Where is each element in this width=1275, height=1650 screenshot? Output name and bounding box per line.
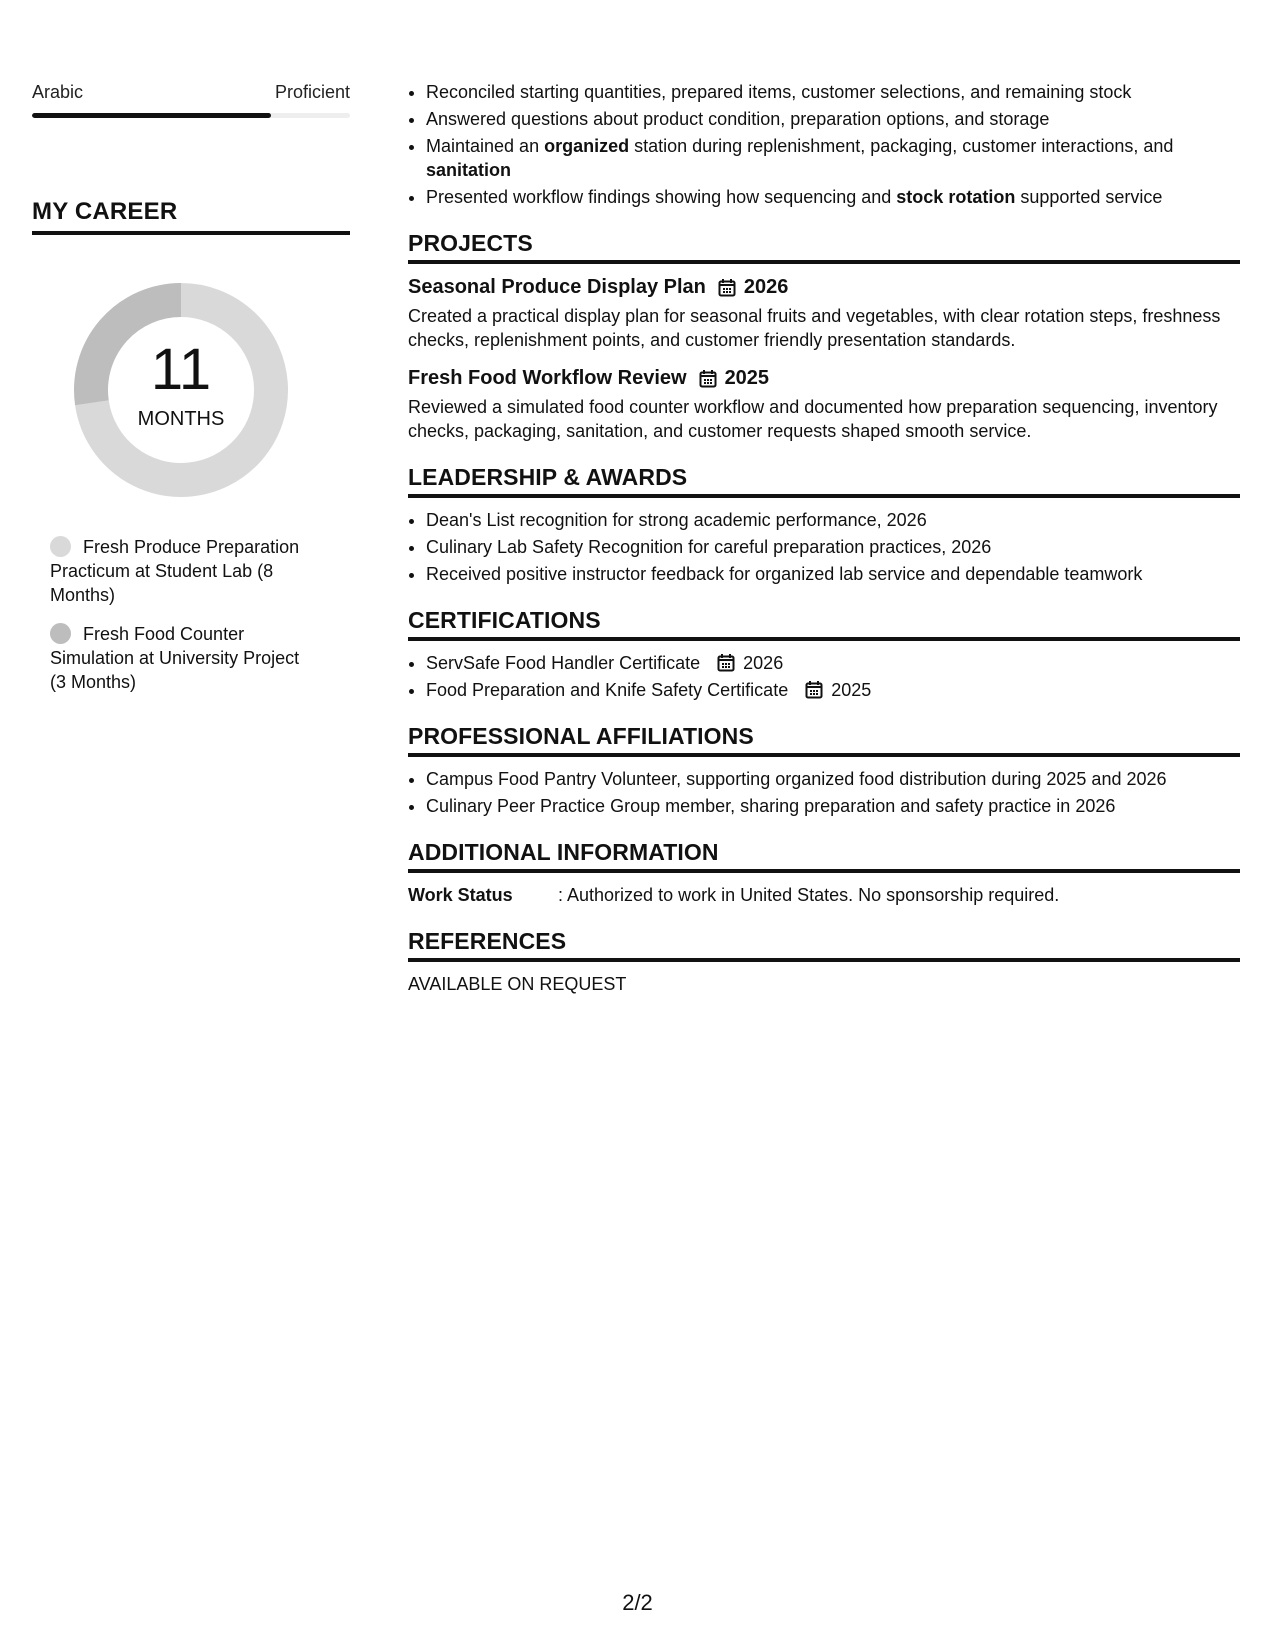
career-duration-donut-chart (66, 275, 296, 505)
project-description: Reviewed a simulated food counter workflow and documented how preparation sequencing, inventory checks, packaging, sanitation, and customer requests shaped smooth service. (408, 397, 1218, 441)
bullet-text: Reconciled starting quantities, prepared items, customer selections, and remaining stock (426, 82, 1132, 102)
language-proficiency-bar (32, 113, 350, 118)
career-legend-item (50, 622, 320, 694)
experience-bullet (426, 134, 1240, 182)
calendar-icon (717, 653, 735, 672)
language-section (32, 80, 350, 118)
project-year: 2026 (743, 276, 789, 298)
bullet-emphasis: organized (544, 136, 630, 156)
certification-name: Food Preparation and Knife Safety Certificate (426, 680, 789, 700)
project-year: 2025 (724, 367, 770, 389)
additional-information-section (408, 839, 1240, 907)
project-item (408, 274, 1240, 352)
professional-affiliations-list (408, 767, 1240, 818)
language-level: Proficient (274, 82, 350, 102)
certification-year: 2026 (743, 653, 784, 673)
certifications-list (408, 651, 1240, 702)
leadership-awards-list (408, 508, 1240, 586)
page-number: 2/2 (622, 1590, 653, 1615)
certifications-title: CERTIFICATIONS (408, 607, 1240, 641)
professional-affiliations-title: PROFESSIONAL AFFILIATIONS (408, 723, 1240, 757)
project-item (408, 365, 1240, 443)
career-legend (50, 535, 320, 694)
bullet-emphasis: sanitation (426, 160, 512, 180)
calendar-icon (718, 278, 736, 297)
career-legend-dot (50, 536, 71, 557)
projects-title: PROJECTS (408, 230, 1240, 264)
bullet-text: Maintained an (426, 136, 545, 156)
certification-item (426, 678, 1240, 702)
certification-year: 2025 (831, 680, 872, 700)
affiliation-item: • Campus Food Pantry Volunteer, supporting organized food distribution during 2025 and 2026 (426, 767, 1240, 791)
leadership-award-item: • Received positive instructor feedback for organized lab service and dependable teamwork (426, 562, 1240, 586)
bullet-text: Presented workflow findings showing how sequencing and (426, 187, 897, 207)
certifications-section (408, 607, 1240, 702)
language-proficiency-fill (32, 113, 271, 118)
work-status-value: : Authorized to work in United States. No sponsorship required. (558, 885, 1060, 905)
references-text: AVAILABLE ON REQUEST (408, 974, 627, 994)
additional-information-title: ADDITIONAL INFORMATION (408, 839, 1240, 873)
bullet-text: Answered questions about product condition, preparation options, and storage (426, 109, 1050, 129)
work-status-label: Work Status (408, 885, 513, 905)
language-row (32, 80, 350, 104)
certification-item (426, 651, 1240, 675)
career-total-value: 11 (150, 337, 212, 402)
career-legend-label: Fresh Food Counter Simulation at University Project (3 Months) (50, 624, 300, 692)
project-list (408, 274, 1240, 443)
references-title: REFERENCES (408, 928, 1240, 962)
career-legend-item (50, 535, 320, 607)
leadership-awards-section (408, 464, 1240, 586)
career-total-unit: MONTHS (137, 408, 225, 430)
project-name: Fresh Food Workflow Review (408, 367, 687, 389)
work-status-row (408, 883, 1240, 907)
projects-section (408, 230, 1240, 443)
experience-bullet-list (408, 80, 1240, 209)
career-legend-label: Fresh Produce Preparation Practicum at Student Lab (8 Months) (50, 537, 300, 605)
bullet-text: station during replenishment, packaging, customer interactions, and (629, 136, 1174, 156)
career-donut-segment-2 (91, 300, 181, 403)
bullet-emphasis: stock rotation (896, 187, 1016, 207)
certification-name: ServSafe Food Handler Certificate (426, 653, 701, 673)
references-section (408, 928, 1240, 996)
experience-bullet (426, 80, 1240, 104)
project-name: Seasonal Produce Display Plan (408, 276, 706, 298)
resume-sidebar (32, 80, 350, 709)
affiliation-item: • Culinary Peer Practice Group member, sharing preparation and safety practice in 2026 (426, 794, 1240, 818)
professional-affiliations-section (408, 723, 1240, 818)
career-legend-dot (50, 623, 71, 644)
project-heading (408, 274, 1240, 300)
calendar-icon (699, 369, 717, 388)
leadership-awards-title: LEADERSHIP & AWARDS (408, 464, 1240, 498)
calendar-icon (805, 680, 823, 699)
language-name: Arabic (32, 82, 84, 102)
bullet-text: supported service (1015, 187, 1163, 207)
career-donut-svg (66, 275, 296, 505)
experience-bullet (426, 185, 1240, 209)
career-section-title: MY CAREER (32, 198, 350, 235)
resume-main-content (408, 80, 1240, 996)
project-heading (408, 365, 1240, 391)
project-description: Created a practical display plan for seasonal fruits and vegetables, with clear rotation steps, freshness checks, replenishment points, and customer friendly presentation standards. (408, 306, 1221, 350)
experience-bullet (426, 107, 1240, 131)
leadership-award-item: • Culinary Lab Safety Recognition for careful preparation practices, 2026 (426, 535, 1240, 559)
leadership-award-item: • Dean's List recognition for strong academic performance, 2026 (426, 508, 1240, 532)
